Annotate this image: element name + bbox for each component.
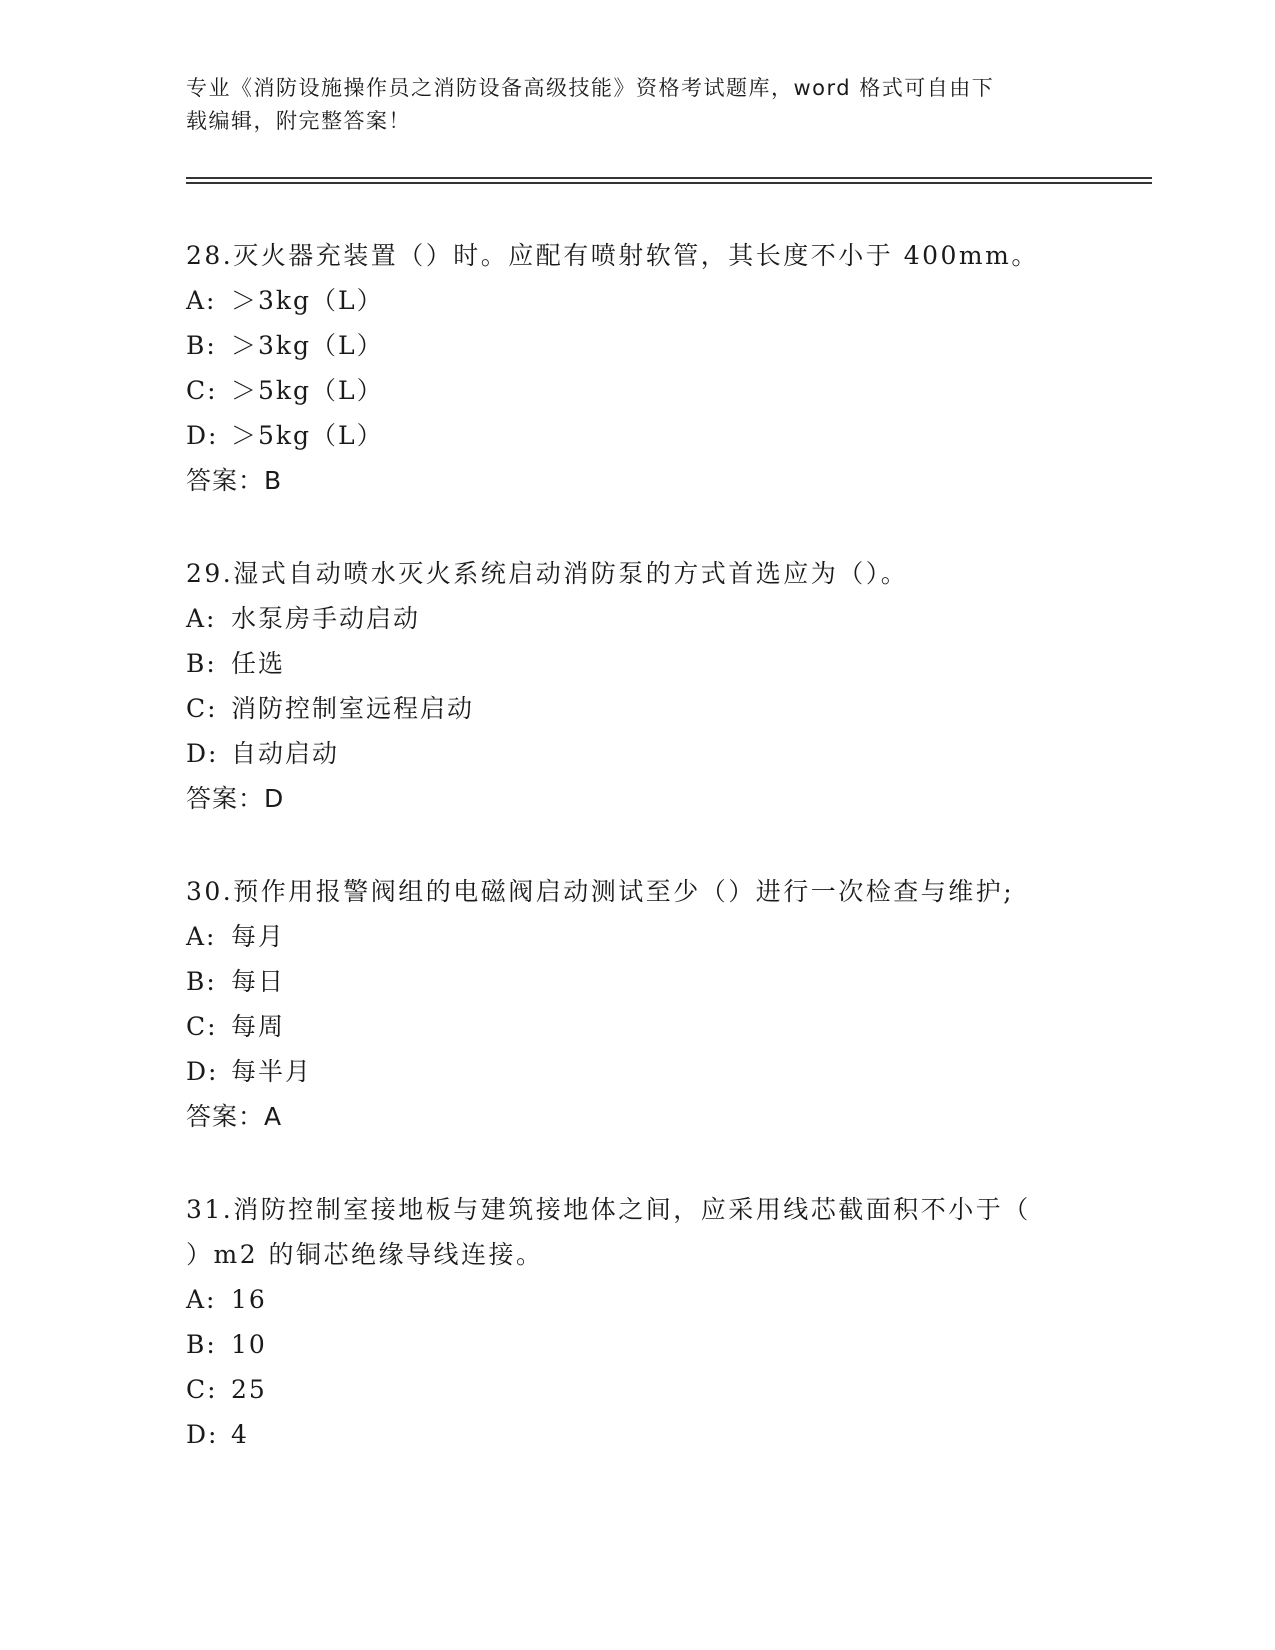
option-d — [186, 1049, 1086, 1094]
header-line-1: 专业《消防设施操作员之消防设备高级技能》资格考试题库，word 格式可自由下 — [186, 76, 995, 100]
option-c — [186, 1367, 1086, 1412]
option-text: 10 — [231, 1330, 267, 1359]
option-text: 25 — [231, 1375, 267, 1404]
option-a — [186, 1277, 1086, 1322]
question-stem-line-2: ）m2 的铜芯绝缘导线连接。 — [186, 1240, 544, 1269]
option-letter: B: — [186, 331, 217, 360]
option-text: ＞5kg（L） — [231, 376, 384, 405]
question-stem: 30.预作用报警阀组的电磁阀启动测试至少（）进行一次检查与维护; — [186, 877, 1015, 906]
option-text: 消防控制室远程启动 — [231, 694, 475, 723]
option-b — [186, 323, 1086, 368]
option-text: 4 — [231, 1420, 249, 1449]
header-divider-top — [186, 177, 1152, 179]
option-letter: C: — [186, 1012, 218, 1041]
option-b — [186, 959, 1086, 1004]
option-letter: A: — [186, 286, 217, 315]
answer-line: 答案：B — [186, 466, 283, 495]
option-text: ＞3kg（L） — [231, 331, 384, 360]
header-divider-bottom — [186, 182, 1152, 184]
option-a — [186, 596, 1086, 641]
option-text: 每周 — [231, 1012, 286, 1041]
option-letter: C: — [186, 1375, 218, 1404]
document-header — [186, 72, 1066, 138]
option-letter: A: — [186, 1285, 217, 1314]
option-b — [186, 1322, 1086, 1367]
option-letter: C: — [186, 376, 218, 405]
question-stem: 28.灭火器充装置（）时。应配有喷射软管，其长度不小于 400mm。 — [186, 241, 1039, 270]
question-30 — [186, 869, 1086, 1139]
option-d — [186, 1412, 1086, 1457]
option-text: 每月 — [231, 922, 286, 951]
question-28 — [186, 233, 1086, 503]
option-letter: D: — [186, 1057, 219, 1086]
option-letter: D: — [186, 739, 219, 768]
option-letter: D: — [186, 421, 219, 450]
question-stem: 29.湿式自动喷水灭火系统启动消防泵的方式首选应为（）。 — [186, 559, 909, 588]
option-b — [186, 641, 1086, 686]
question-stem-line-1: 31.消防控制室接地板与建筑接地体之间，应采用线芯截面积不小于（ — [186, 1195, 1031, 1224]
option-text: 每半月 — [231, 1057, 313, 1086]
option-text: 16 — [231, 1285, 267, 1314]
option-text: 每日 — [231, 967, 286, 996]
option-c — [186, 686, 1086, 731]
option-text: ＞3kg（L） — [231, 286, 384, 315]
question-29 — [186, 551, 1086, 821]
option-text: 任选 — [231, 649, 286, 678]
option-c — [186, 1004, 1086, 1049]
option-text: 水泵房手动启动 — [231, 604, 421, 633]
option-letter: C: — [186, 694, 218, 723]
option-text: 自动启动 — [231, 739, 340, 768]
answer-line: 答案：A — [186, 1102, 283, 1131]
option-d — [186, 731, 1086, 776]
option-d — [186, 413, 1086, 458]
option-letter: D: — [186, 1420, 219, 1449]
header-line-2: 载编辑，附完整答案！ — [186, 109, 411, 133]
option-c — [186, 368, 1086, 413]
option-letter: B: — [186, 967, 217, 996]
option-letter: A: — [186, 604, 217, 633]
option-a — [186, 914, 1086, 959]
option-letter: B: — [186, 649, 217, 678]
question-31 — [186, 1187, 1086, 1457]
option-letter: B: — [186, 1330, 217, 1359]
answer-line: 答案：D — [186, 784, 285, 813]
option-letter: A: — [186, 922, 217, 951]
option-a — [186, 278, 1086, 323]
option-text: ＞5kg（L） — [231, 421, 384, 450]
